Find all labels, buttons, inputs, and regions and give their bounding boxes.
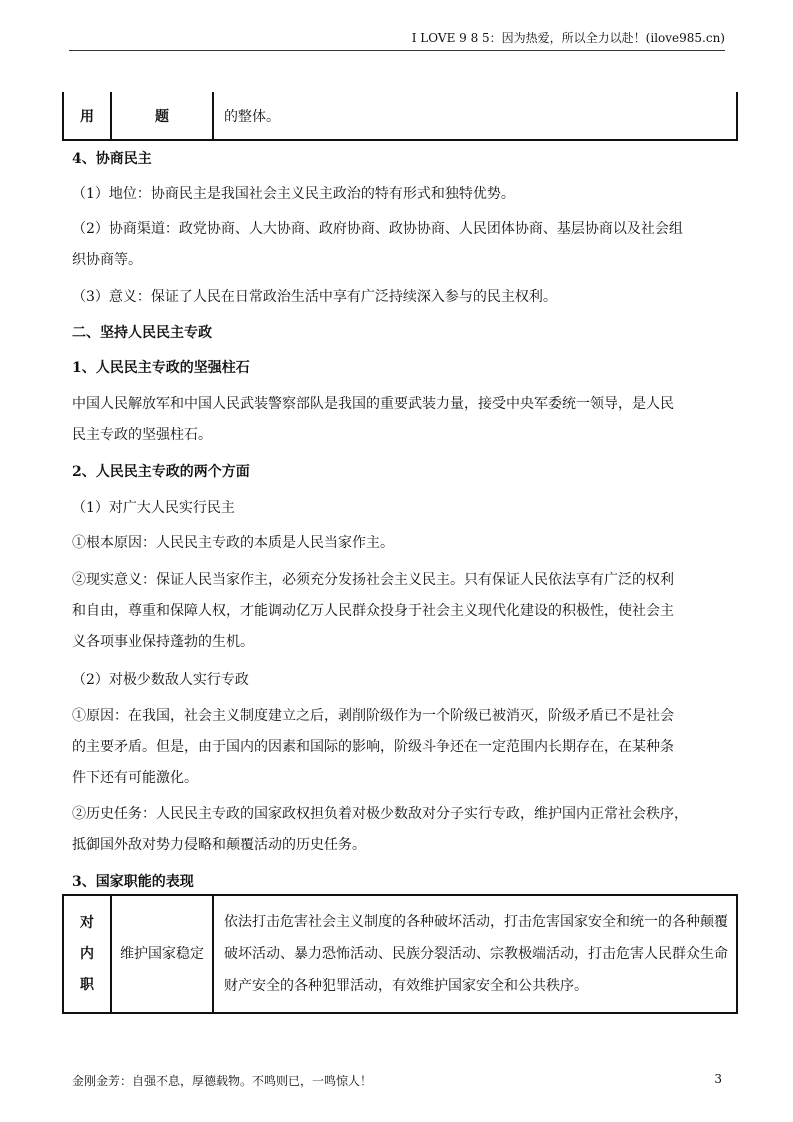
state-function-table <box>62 894 738 1014</box>
paragraph-line: ①原因：在我国，社会主义制度建立之后，剥削阶级作为一个阶级已被消灭，阶级矛盾已不是社会 <box>72 708 674 724</box>
paragraph-line: （1）地位：协商民主是我国社会主义民主政治的特有形式和独特优势。 <box>72 186 515 202</box>
section-heading: 3、国家职能的表现 <box>72 874 194 890</box>
section-heading: 4、协商民主 <box>72 151 152 167</box>
paragraph <box>72 701 722 794</box>
paragraph <box>72 282 722 313</box>
paragraph <box>72 179 722 210</box>
page-number: 3 <box>714 1072 722 1086</box>
paragraph <box>72 565 722 658</box>
paragraph-line: 和自由，尊重和保障人权，才能调动亿万人民群众投身于社会主义现代化建设的积极性，使社会主 <box>72 603 674 619</box>
paragraph <box>72 493 722 524</box>
category-char: 内 <box>80 945 94 962</box>
paragraph-line: ①根本原因：人民民主专政的本质是人民当家作主。 <box>72 535 394 551</box>
page-header <box>69 30 725 51</box>
paragraph-line: 义各项事业保持蓬勃的生机。 <box>72 634 254 650</box>
paragraph-line: （3）意义：保证了人民在日常政治生活中享有广泛持续深入参与的民主权利。 <box>72 289 557 305</box>
paragraph-line: 民主专政的坚强柱石。 <box>72 427 212 443</box>
paragraph <box>72 665 722 696</box>
paragraph-line: 的主要矛盾。但是，由于国内的因素和国际的影响，阶级斗争还在一定范围内长期存在，在某种条 <box>72 739 674 755</box>
header-text: I LOVE 9 8 5：因为热爱，所以全力以赴！(ilove985.cn) <box>411 31 725 45</box>
section-heading: 1、人民民主专政的坚强柱石 <box>72 360 250 376</box>
paragraph-line: ②现实意义：保证人民当家作主，必须充分发扬社会主义民主。只有保证人民依法享有广泛的权利 <box>72 572 674 588</box>
paragraph <box>72 528 722 559</box>
table-cell-category <box>63 895 111 1013</box>
paragraph <box>72 389 722 451</box>
table-cell-content: 的整体。 <box>213 92 737 140</box>
table-cell-description: 依法打击危害社会主义制度的各种破坏活动，打击危害国家安全和统一的各种颠覆破坏活动、暴力恐怖活动、民族分裂活动、宗教极端活动，打击危害人民群众生命财产安全的各种犯罪活动，有效维护国家安全和公共秩序。 <box>213 895 737 1013</box>
table-cell-label: 用 <box>63 92 111 140</box>
paragraph-line: 织协商等。 <box>72 252 142 268</box>
paragraph-line: （2）对极少数敌人实行专政 <box>72 672 249 688</box>
paragraph-line: 抵御国外敌对势力侵略和颠覆活动的历史任务。 <box>72 837 366 853</box>
paragraph-line: 中国人民解放军和中国人民武装警察部队是我国的重要武装力量，接受中央军委统一领导，是人民 <box>72 396 674 412</box>
table-cell-sublabel: 题 <box>111 92 213 140</box>
section-heading: 二、坚持人民民主专政 <box>72 325 212 341</box>
footer-motto: 金刚金芳：自强不息，厚德载物。不鸣则已，一鸣惊人！ <box>72 1074 373 1088</box>
top-table <box>62 92 738 141</box>
paragraph-line: （1）对广大人民实行民主 <box>72 500 235 516</box>
category-char: 职 <box>80 976 94 993</box>
category-char: 对 <box>80 914 94 931</box>
table-row <box>63 92 737 140</box>
paragraph-line: 件下还有可能激化。 <box>72 770 198 786</box>
section-heading: 2、人民民主专政的两个方面 <box>72 464 250 480</box>
table-cell-function: 维护国家稳定 <box>111 895 213 1013</box>
table-row <box>63 895 737 1013</box>
paragraph <box>72 799 722 861</box>
paragraph-line: ②历史任务：人民民主专政的国家政权担负着对极少数敌对分子实行专政，维护国内正常社会秩序， <box>72 806 688 822</box>
paragraph <box>72 214 722 276</box>
paragraph-line: （2）协商渠道：政党协商、人大协商、政府协商、政协协商、人民团体协商、基层协商以及社会组 <box>72 221 683 237</box>
